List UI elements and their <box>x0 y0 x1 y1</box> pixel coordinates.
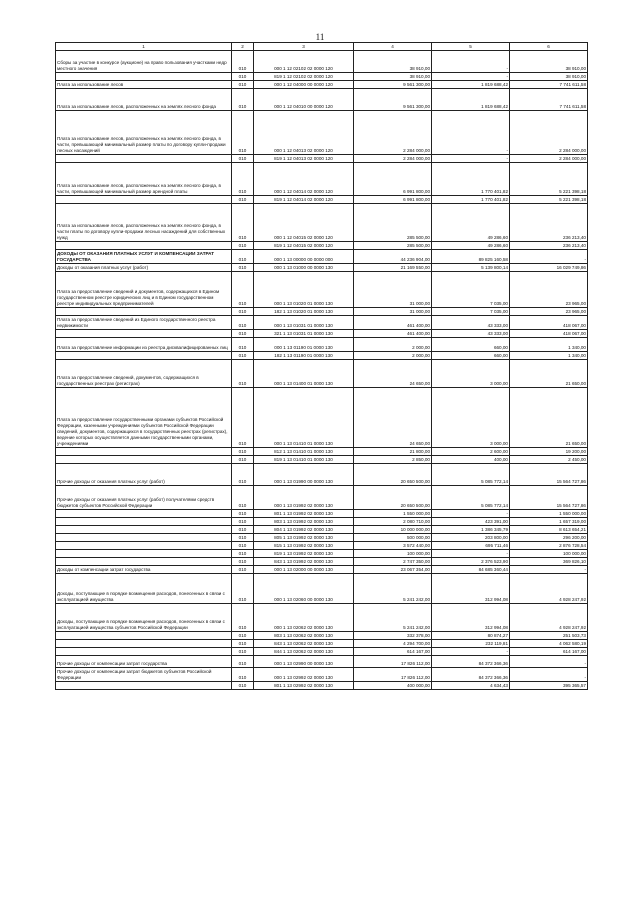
row-approved-amount: 5 241 242,00 <box>354 604 432 632</box>
row-approved-amount: 2 080 710,00 <box>354 518 432 526</box>
table-row <box>56 682 588 690</box>
row-name <box>56 73 232 81</box>
table-row <box>56 632 588 640</box>
table-row <box>56 89 588 111</box>
row-line-code: 010 <box>232 558 254 566</box>
row-executed-amount: - <box>432 73 510 81</box>
row-name: ДОХОДЫ ОТ ОКАЗАНИЯ ПЛАТНЫХ УСЛУГ И КОМПЕНСАЦИИ ЗАТРАТ ГОСУДАРСТВА <box>56 250 232 264</box>
table-row <box>56 338 588 352</box>
row-approved-amount: 2 284 000,00 <box>354 111 432 155</box>
row-line-code: 010 <box>232 486 254 510</box>
row-name: Плата за предоставление сведений и документов, содержащихся в Едином государственном реестре юридических лиц и в Едином государственном реестре индивидуальных предпринимателей <box>56 272 232 308</box>
row-budget-code: 843 1 13 01992 02 0000 130 <box>254 558 354 566</box>
table-body <box>56 51 588 690</box>
row-budget-code: 000 1 12 04015 02 0000 120 <box>254 204 354 242</box>
column-header-4: 4 <box>354 43 432 51</box>
row-line-code: 010 <box>232 163 254 196</box>
row-approved-amount: 10 000 000,00 <box>354 526 432 534</box>
row-line-code: 010 <box>232 388 254 448</box>
row-unexecuted-amount: 23 965,00 <box>510 308 588 316</box>
row-line-code: 010 <box>232 330 254 338</box>
row-executed-amount: 203 800,00 <box>432 534 510 542</box>
table-row <box>56 81 588 89</box>
row-budget-code: 801 1 13 01992 02 0000 130 <box>254 510 354 518</box>
row-approved-amount: 24 650,00 <box>354 360 432 388</box>
row-approved-amount: 44 236 904,00 <box>354 250 432 264</box>
row-unexecuted-amount: 2 876 728,54 <box>510 542 588 550</box>
table-row <box>56 668 588 682</box>
table-row <box>56 352 588 360</box>
table-row <box>56 510 588 518</box>
row-executed-amount: 232 119,81 <box>432 640 510 648</box>
row-name: Плата за использование лесов <box>56 81 232 89</box>
row-executed-amount: 89 825 160,58 <box>432 250 510 264</box>
row-budget-code: 000 1 13 02060 00 0000 130 <box>254 574 354 604</box>
row-line-code: 010 <box>232 264 254 272</box>
row-name: Сборы за участие в конкурсе (аукционе) на право пользования участками недр местного значения <box>56 51 232 73</box>
row-line-code: 010 <box>232 682 254 690</box>
row-name: Плата за использование лесов, расположенных на землях лесного фонда, в части, превышающей минимальный размер арендной платы <box>56 163 232 196</box>
row-name: Плата за использование лесов, расположенных на землях лесного фонда <box>56 89 232 111</box>
row-approved-amount: 38 910,00 <box>354 51 432 73</box>
row-line-code: 010 <box>232 155 254 163</box>
row-unexecuted-amount: - <box>510 566 588 574</box>
row-line-code: 010 <box>232 574 254 604</box>
row-approved-amount: 614 167,00 <box>354 648 432 656</box>
row-line-code: 010 <box>232 668 254 682</box>
row-approved-amount: 461 400,00 <box>354 316 432 330</box>
row-executed-amount: 7 035,00 <box>432 272 510 308</box>
row-budget-code: 000 1 13 01000 00 0000 130 <box>254 264 354 272</box>
table-row <box>56 534 588 542</box>
row-budget-code: 819 1 13 01992 02 0000 130 <box>254 550 354 558</box>
row-executed-amount: 660,00 <box>432 338 510 352</box>
row-executed-amount: 1 386 345,79 <box>432 526 510 534</box>
row-budget-code: 000 1 13 01992 02 0000 130 <box>254 486 354 510</box>
row-line-code: 010 <box>232 360 254 388</box>
row-unexecuted-amount: 16 029 749,86 <box>510 264 588 272</box>
row-executed-amount: - <box>432 550 510 558</box>
row-executed-amount: 7 035,00 <box>432 308 510 316</box>
row-unexecuted-amount: 8 613 654,21 <box>510 526 588 534</box>
row-budget-code: 801 1 13 02992 02 0000 130 <box>254 682 354 690</box>
row-name <box>56 518 232 526</box>
table-row <box>56 250 588 264</box>
row-approved-amount: 500 000,00 <box>354 534 432 542</box>
row-executed-amount: 1 819 688,42 <box>432 81 510 89</box>
row-line-code: 010 <box>232 566 254 574</box>
row-unexecuted-amount: 21 650,00 <box>510 360 588 388</box>
row-unexecuted-amount: 251 503,73 <box>510 632 588 640</box>
row-unexecuted-amount: 38 910,00 <box>510 51 588 73</box>
row-name: Плата за предоставление сведений из Единого государственного реестра недвижимости <box>56 316 232 330</box>
row-name: Прочие доходы от оказания платных услуг (работ) получателями средств бюджетов субъектов Российской Федерации <box>56 486 232 510</box>
column-header-2: 2 <box>232 43 254 51</box>
table-row <box>56 518 588 526</box>
row-budget-code: 805 1 13 01992 02 0000 130 <box>254 534 354 542</box>
row-executed-amount: 2 376 523,90 <box>432 558 510 566</box>
row-executed-amount: 695 711,46 <box>432 542 510 550</box>
row-executed-amount: 43 333,00 <box>432 316 510 330</box>
row-line-code: 010 <box>232 640 254 648</box>
row-line-code: 010 <box>232 456 254 464</box>
row-name: Плата за использование лесов, расположенных на землях лесного фонда, в части платы по договору купли-продажи лесных насаждений для собственных нужд <box>56 204 232 242</box>
row-budget-code: 000 1 13 02062 02 0000 130 <box>254 604 354 632</box>
table-row <box>56 272 588 308</box>
row-approved-amount: 20 650 500,00 <box>354 464 432 486</box>
row-line-code: 010 <box>232 51 254 73</box>
row-line-code: 010 <box>232 464 254 486</box>
row-unexecuted-amount: - <box>510 250 588 264</box>
row-line-code: 010 <box>232 272 254 308</box>
row-approved-amount: 2 284 000,00 <box>354 155 432 163</box>
row-unexecuted-amount: 100 000,00 <box>510 550 588 558</box>
row-budget-code: 000 1 12 04013 02 0000 120 <box>254 111 354 155</box>
row-name <box>56 682 232 690</box>
row-line-code: 010 <box>232 518 254 526</box>
row-approved-amount: 21 800,00 <box>354 448 432 456</box>
table-row <box>56 111 588 155</box>
row-unexecuted-amount: 4 062 580,19 <box>510 640 588 648</box>
row-budget-code: 000 1 13 01031 01 0000 130 <box>254 316 354 330</box>
row-approved-amount: 4 294 700,00 <box>354 640 432 648</box>
row-unexecuted-amount: 369 826,10 <box>510 558 588 566</box>
row-approved-amount: 400 000,00 <box>354 682 432 690</box>
row-budget-code: 000 1 13 02992 02 0000 130 <box>254 668 354 682</box>
row-executed-amount: 5 085 772,14 <box>432 464 510 486</box>
row-name <box>56 352 232 360</box>
table-row <box>56 73 588 81</box>
row-executed-amount: 1 770 401,82 <box>432 196 510 204</box>
table-row <box>56 542 588 550</box>
row-line-code: 010 <box>232 81 254 89</box>
table-row <box>56 604 588 632</box>
row-budget-code: 804 1 13 01992 02 0000 130 <box>254 526 354 534</box>
row-name <box>56 648 232 656</box>
row-executed-amount: - <box>432 510 510 518</box>
row-line-code: 010 <box>232 510 254 518</box>
row-budget-code: 843 1 13 02062 02 0000 130 <box>254 640 354 648</box>
row-unexecuted-amount: 4 928 247,92 <box>510 574 588 604</box>
row-unexecuted-amount: 418 067,00 <box>510 316 588 330</box>
row-line-code: 010 <box>232 534 254 542</box>
row-unexecuted-amount: 614 167,00 <box>510 648 588 656</box>
row-approved-amount: 2 000,00 <box>354 338 432 352</box>
row-line-code: 010 <box>232 250 254 264</box>
row-approved-amount: 2 747 350,00 <box>354 558 432 566</box>
row-approved-amount: 31 000,00 <box>354 308 432 316</box>
table-row <box>56 656 588 668</box>
row-unexecuted-amount: 236 213,40 <box>510 242 588 250</box>
table-row <box>56 155 588 163</box>
row-name <box>56 242 232 250</box>
row-unexecuted-amount: 296 200,00 <box>510 534 588 542</box>
row-budget-code: 803 1 13 02062 02 0000 130 <box>254 632 354 640</box>
table-row <box>56 330 588 338</box>
row-budget-code: 844 1 13 02062 02 0000 130 <box>254 648 354 656</box>
table-row <box>56 316 588 330</box>
row-budget-code: 000 1 13 01400 01 0000 130 <box>254 360 354 388</box>
row-name: Доходы от оказания платных услуг (работ) <box>56 264 232 272</box>
row-line-code: 010 <box>232 648 254 656</box>
row-executed-amount: 4 634,43 <box>432 682 510 690</box>
row-budget-code: 182 1 13 01190 01 0000 130 <box>254 352 354 360</box>
row-approved-amount: 6 991 800,00 <box>354 163 432 196</box>
row-unexecuted-amount: - <box>510 656 588 668</box>
row-line-code: 010 <box>232 196 254 204</box>
table-header-row <box>56 43 588 51</box>
row-name: Плата за предоставление сведений, документов, содержащихся в государственных реестрах (регистрах) <box>56 360 232 388</box>
row-executed-amount: 80 874,27 <box>432 632 510 640</box>
table-row <box>56 486 588 510</box>
row-name <box>56 330 232 338</box>
table-row <box>56 264 588 272</box>
row-executed-amount: 49 286,60 <box>432 242 510 250</box>
column-header-6: 6 <box>510 43 588 51</box>
revenue-table <box>55 42 588 690</box>
row-unexecuted-amount: 7 741 611,58 <box>510 81 588 89</box>
row-unexecuted-amount: 1 550 000,00 <box>510 510 588 518</box>
row-executed-amount: 84 372 366,36 <box>432 668 510 682</box>
table-row <box>56 526 588 534</box>
row-line-code: 010 <box>232 204 254 242</box>
row-executed-amount: - <box>432 155 510 163</box>
column-header-3: 3 <box>254 43 354 51</box>
row-approved-amount: 24 650,00 <box>354 388 432 448</box>
table-row <box>56 448 588 456</box>
row-executed-amount: 423 391,00 <box>432 518 510 526</box>
row-unexecuted-amount: 2 450,00 <box>510 456 588 464</box>
row-line-code: 010 <box>232 89 254 111</box>
row-line-code: 010 <box>232 308 254 316</box>
row-unexecuted-amount: 5 221 398,18 <box>510 196 588 204</box>
row-line-code: 010 <box>232 338 254 352</box>
row-unexecuted-amount: 1 340,00 <box>510 338 588 352</box>
row-approved-amount: 332 378,00 <box>354 632 432 640</box>
row-budget-code: 000 1 12 02102 02 0000 120 <box>254 51 354 73</box>
row-executed-amount: 660,00 <box>432 352 510 360</box>
row-approved-amount: 38 910,00 <box>354 73 432 81</box>
table-row <box>56 204 588 242</box>
row-approved-amount: 5 241 242,00 <box>354 574 432 604</box>
table-row <box>56 558 588 566</box>
row-budget-code: 000 1 13 01410 01 0000 130 <box>254 388 354 448</box>
row-budget-code: 815 1 13 01992 02 0000 130 <box>254 542 354 550</box>
row-name <box>56 196 232 204</box>
row-approved-amount: 21 169 550,00 <box>354 264 432 272</box>
row-executed-amount: 400,00 <box>432 456 510 464</box>
row-executed-amount: 3 000,00 <box>432 360 510 388</box>
row-unexecuted-amount: 418 067,00 <box>510 330 588 338</box>
row-unexecuted-amount: 4 928 247,92 <box>510 604 588 632</box>
table-row <box>56 196 588 204</box>
row-approved-amount: 100 000,00 <box>354 550 432 558</box>
row-name: Плата за использование лесов, расположенных на землях лесного фонда, в части, превышающей минимальный размер платы по договору купли-продажи лесных насаждений <box>56 111 232 155</box>
row-unexecuted-amount: 15 564 727,86 <box>510 464 588 486</box>
row-name: Доходы от компенсации затрат государства <box>56 566 232 574</box>
row-approved-amount: 3 572 440,00 <box>354 542 432 550</box>
row-unexecuted-amount: 19 200,00 <box>510 448 588 456</box>
row-name: Доходы, поступающие в порядке возмещения расходов, понесенных в связи с эксплуатацией имущества <box>56 574 232 604</box>
row-approved-amount: 9 561 300,00 <box>354 89 432 111</box>
row-budget-code: 000 1 13 01990 00 0000 130 <box>254 464 354 486</box>
row-budget-code: 819 1 12 02102 02 0000 120 <box>254 73 354 81</box>
row-unexecuted-amount: 2 284 000,00 <box>510 111 588 155</box>
row-unexecuted-amount: 395 365,57 <box>510 682 588 690</box>
row-budget-code: 000 1 13 02990 00 0000 130 <box>254 656 354 668</box>
row-executed-amount: - <box>432 111 510 155</box>
row-approved-amount: 20 650 500,00 <box>354 486 432 510</box>
row-approved-amount: 6 991 800,00 <box>354 196 432 204</box>
row-name: Плата за предоставление информации из реестра дисквалифицированных лиц <box>56 338 232 352</box>
column-header-1: 1 <box>56 43 232 51</box>
row-unexecuted-amount: 15 564 727,86 <box>510 486 588 510</box>
row-line-code: 010 <box>232 656 254 668</box>
row-budget-code: 000 1 12 04014 02 0000 120 <box>254 163 354 196</box>
row-approved-amount: 17 826 112,00 <box>354 656 432 668</box>
row-name: Прочие доходы от компенсации затрат бюджетов субъектов Российской Федерации <box>56 668 232 682</box>
row-budget-code: 819 1 12 04015 02 0000 120 <box>254 242 354 250</box>
table-row <box>56 574 588 604</box>
row-executed-amount: 2 600,00 <box>432 448 510 456</box>
table-row <box>56 51 588 73</box>
row-executed-amount: 5 139 800,14 <box>432 264 510 272</box>
table-row <box>56 464 588 486</box>
row-executed-amount: 84 685 360,44 <box>432 566 510 574</box>
row-approved-amount: 461 400,00 <box>354 330 432 338</box>
row-name <box>56 448 232 456</box>
row-budget-code: 812 1 13 01410 01 0000 130 <box>254 448 354 456</box>
row-name <box>56 632 232 640</box>
row-name: Прочие доходы от компенсации затрат государства <box>56 656 232 668</box>
row-name: Прочие доходы от оказания платных услуг (работ) <box>56 464 232 486</box>
row-approved-amount: 23 067 354,00 <box>354 566 432 574</box>
row-name <box>56 550 232 558</box>
row-approved-amount: 285 500,00 <box>354 242 432 250</box>
table-row <box>56 242 588 250</box>
row-unexecuted-amount: 38 910,00 <box>510 73 588 81</box>
row-budget-code: 182 1 13 01020 01 0000 130 <box>254 308 354 316</box>
row-approved-amount: 17 826 112,00 <box>354 668 432 682</box>
row-budget-code: 000 1 13 01020 01 0000 130 <box>254 272 354 308</box>
row-executed-amount: - <box>432 51 510 73</box>
table-row <box>56 388 588 448</box>
row-unexecuted-amount: 21 650,00 <box>510 388 588 448</box>
row-unexecuted-amount: 2 284 000,00 <box>510 155 588 163</box>
row-name <box>56 534 232 542</box>
row-name <box>56 558 232 566</box>
table-row <box>56 163 588 196</box>
table-row <box>56 456 588 464</box>
row-budget-code: 000 1 12 04010 00 0000 120 <box>254 89 354 111</box>
row-budget-code: 000 1 12 04000 00 0000 120 <box>254 81 354 89</box>
table-row <box>56 640 588 648</box>
row-unexecuted-amount: 1 657 319,00 <box>510 518 588 526</box>
row-unexecuted-amount: - <box>510 668 588 682</box>
row-name <box>56 510 232 518</box>
row-approved-amount: 2 850,00 <box>354 456 432 464</box>
row-line-code: 010 <box>232 111 254 155</box>
row-unexecuted-amount: 5 221 398,18 <box>510 163 588 196</box>
row-unexecuted-amount: 23 965,00 <box>510 272 588 308</box>
row-budget-code: 000 1 13 01190 01 0000 130 <box>254 338 354 352</box>
row-line-code: 010 <box>232 448 254 456</box>
row-unexecuted-amount: 1 340,00 <box>510 352 588 360</box>
row-line-code: 010 <box>232 242 254 250</box>
row-name <box>56 640 232 648</box>
row-budget-code: 819 1 12 04013 02 0000 120 <box>254 155 354 163</box>
row-line-code: 010 <box>232 604 254 632</box>
row-line-code: 010 <box>232 73 254 81</box>
row-budget-code: 000 1 13 02000 00 0000 130 <box>254 566 354 574</box>
row-line-code: 010 <box>232 542 254 550</box>
row-budget-code: 321 1 13 01031 01 0000 130 <box>254 330 354 338</box>
row-unexecuted-amount: 7 741 611,58 <box>510 89 588 111</box>
table-row <box>56 308 588 316</box>
row-line-code: 010 <box>232 526 254 534</box>
row-approved-amount: 31 000,00 <box>354 272 432 308</box>
table-row <box>56 360 588 388</box>
row-name: Плата за предоставление государственными органами субъектов Российской Федерации, казенными учреждениями субъектов Российской Федерации сведений, документов, содержащихся в государственных реестрах (регистрах), ведение которых осуществляется данными государственными органами, учреждениями <box>56 388 232 448</box>
row-executed-amount: 3 000,00 <box>432 388 510 448</box>
row-executed-amount: 312 994,08 <box>432 574 510 604</box>
row-approved-amount: 2 000,00 <box>354 352 432 360</box>
row-executed-amount: 1 819 688,42 <box>432 89 510 111</box>
row-budget-code: 819 1 13 01410 01 0000 130 <box>254 456 354 464</box>
row-approved-amount: 285 500,00 <box>354 204 432 242</box>
row-name <box>56 526 232 534</box>
row-name: Доходы, поступающие в порядке возмещения расходов, понесенных в связи с эксплуатацией имущества субъектов Российской Федерации <box>56 604 232 632</box>
row-executed-amount: 312 994,08 <box>432 604 510 632</box>
table-row <box>56 566 588 574</box>
row-executed-amount: 43 333,00 <box>432 330 510 338</box>
row-name <box>56 456 232 464</box>
row-line-code: 010 <box>232 632 254 640</box>
row-line-code: 010 <box>232 352 254 360</box>
row-executed-amount: - <box>432 648 510 656</box>
row-budget-code: 803 1 13 01992 02 0000 130 <box>254 518 354 526</box>
page-number: 11 <box>315 32 325 42</box>
row-name <box>56 308 232 316</box>
row-executed-amount: 5 085 772,14 <box>432 486 510 510</box>
table-row <box>56 550 588 558</box>
row-approved-amount: 9 561 300,00 <box>354 81 432 89</box>
row-line-code: 010 <box>232 316 254 330</box>
column-header-5: 5 <box>432 43 510 51</box>
table-row <box>56 648 588 656</box>
row-budget-code: 819 1 12 04014 02 0000 120 <box>254 196 354 204</box>
row-budget-code: 000 1 13 00000 00 0000 000 <box>254 250 354 264</box>
row-executed-amount: 49 286,60 <box>432 204 510 242</box>
row-line-code: 010 <box>232 550 254 558</box>
row-executed-amount: 1 770 401,82 <box>432 163 510 196</box>
row-name <box>56 155 232 163</box>
row-name <box>56 542 232 550</box>
row-unexecuted-amount: 236 213,40 <box>510 204 588 242</box>
row-approved-amount: 1 550 000,00 <box>354 510 432 518</box>
row-executed-amount: 84 372 366,36 <box>432 656 510 668</box>
